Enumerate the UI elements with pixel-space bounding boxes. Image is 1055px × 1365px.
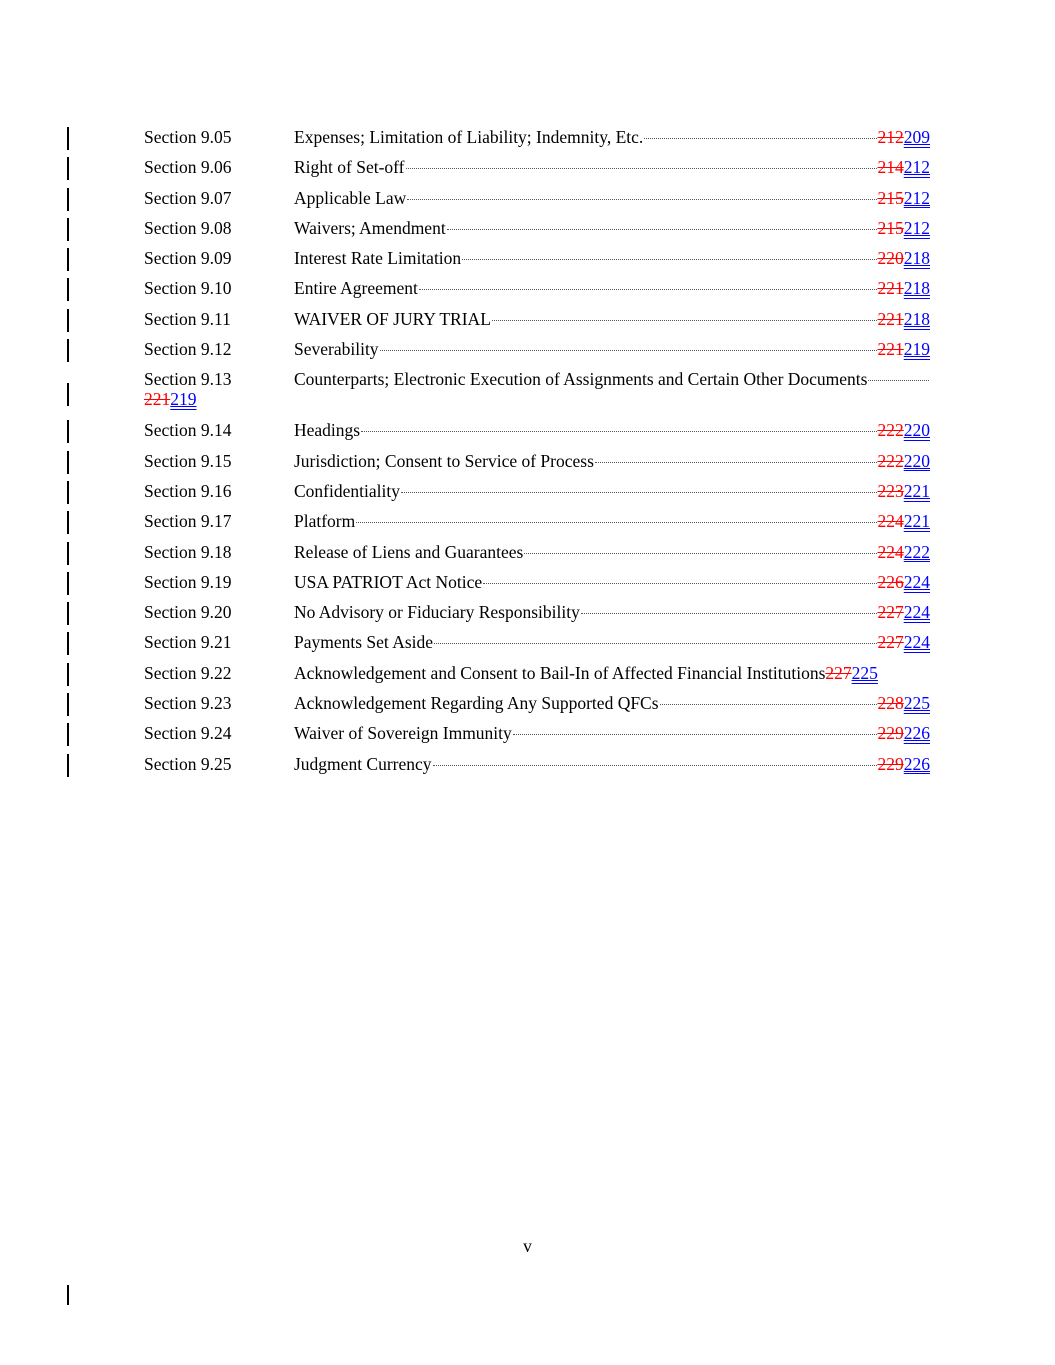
change-bar (67, 451, 69, 474)
deleted-page-number: 214 (877, 157, 904, 178)
dot-leader (401, 492, 877, 493)
page-reference[interactable] (878, 539, 931, 565)
section-number: Section 9.09 (144, 248, 232, 269)
deleted-page-number: 224 (877, 511, 904, 532)
change-bar (67, 278, 69, 301)
toc-row (0, 336, 1055, 366)
section-title: Counterparts; Electronic Execution of Assignments and Certain Other Documents (294, 369, 868, 390)
section-title: Jurisdiction; Consent to Service of Process (294, 450, 594, 471)
inserted-page-link[interactable]: 224 (903, 632, 930, 653)
dot-leader (581, 613, 877, 614)
change-bar (67, 572, 69, 595)
inserted-page-link[interactable]: 209 (903, 127, 930, 147)
toc-row (0, 306, 1055, 336)
page-reference[interactable] (878, 508, 931, 534)
section-number: Section 9.24 (144, 723, 232, 744)
change-bar (67, 542, 69, 565)
section-title: WAIVER OF JURY TRIAL (294, 308, 491, 329)
section-number: Section 9.06 (144, 157, 232, 178)
deleted-page-number: 222 (877, 420, 904, 441)
change-bar (67, 632, 69, 655)
toc-entry[interactable] (294, 185, 930, 211)
dot-leader (513, 734, 877, 735)
inserted-page-link[interactable]: 219 (170, 389, 197, 410)
toc-entry[interactable] (294, 660, 930, 686)
toc-entry[interactable] (294, 417, 930, 443)
page-reference[interactable] (144, 386, 197, 412)
deleted-page-number: 220 (877, 248, 904, 269)
toc-entry[interactable] (294, 124, 930, 150)
toc-entry[interactable] (294, 478, 930, 504)
change-bar (67, 420, 69, 443)
section-title: Headings (294, 420, 361, 441)
section-number: Section 9.10 (144, 278, 232, 299)
page-reference[interactable] (878, 599, 931, 625)
page-reference[interactable] (878, 569, 931, 595)
dot-leader (433, 765, 877, 766)
toc-entry[interactable] (294, 215, 930, 241)
toc-row (0, 124, 1055, 154)
deleted-page-number: 221 (877, 308, 904, 329)
toc-row (0, 660, 1055, 690)
dot-leader (380, 350, 877, 351)
deleted-page-number: 229 (877, 753, 904, 774)
section-number: Section 9.17 (144, 511, 232, 532)
section-title: Expenses; Limitation of Liability; Indemnity, Etc. (294, 127, 644, 147)
section-number: Section 9.14 (144, 420, 232, 441)
deleted-page-number: 227 (825, 662, 852, 683)
section-title: Payments Set Aside (294, 632, 434, 653)
deleted-page-number: 221 (144, 389, 171, 410)
change-bar (67, 218, 69, 241)
page-reference[interactable] (878, 629, 931, 655)
page-reference[interactable] (878, 336, 931, 362)
change-bar (67, 157, 69, 180)
toc-row (0, 245, 1055, 275)
section-number: Section 9.19 (144, 571, 232, 592)
toc-entry[interactable] (294, 275, 930, 301)
page-reference[interactable] (878, 215, 931, 241)
page-reference[interactable] (878, 751, 931, 777)
toc-row (0, 629, 1055, 659)
change-bar (67, 383, 69, 406)
section-title: Acknowledgement and Consent to Bail-In of Affected Financial Institutions (294, 662, 826, 683)
deleted-page-number: 215 (877, 187, 904, 208)
deleted-page-number: 226 (877, 571, 904, 592)
section-number: Section 9.08 (144, 217, 232, 238)
change-bar (67, 188, 69, 211)
section-number: Section 9.23 (144, 693, 232, 714)
dot-leader (356, 522, 876, 523)
inserted-page-link[interactable]: 226 (903, 753, 930, 774)
toc-entry[interactable] (294, 306, 930, 332)
table-of-contents (0, 124, 1055, 781)
section-number: Section 9.11 (144, 308, 231, 329)
deleted-page-number: 228 (877, 693, 904, 714)
change-bar (67, 663, 69, 686)
toc-row (0, 417, 1055, 447)
inserted-page-link[interactable]: 221 (903, 511, 930, 532)
section-number: Section 9.25 (144, 753, 232, 774)
dot-leader (447, 229, 877, 230)
section-number: Section 9.22 (144, 662, 232, 683)
change-bar (67, 339, 69, 362)
dot-leader (361, 431, 876, 432)
section-title: Judgment Currency (294, 753, 432, 774)
toc-row (0, 690, 1055, 720)
toc-entry[interactable] (294, 720, 930, 746)
deleted-page-number: 227 (877, 632, 904, 653)
change-bar (67, 693, 69, 716)
deleted-page-number: 223 (877, 480, 904, 501)
inserted-page-link[interactable]: 220 (903, 450, 930, 471)
toc-entry[interactable] (294, 751, 930, 777)
page-reference[interactable] (878, 448, 931, 474)
inserted-page-link[interactable]: 225 (903, 693, 930, 714)
section-number: Section 9.20 (144, 602, 232, 623)
section-title: Waivers; Amendment (294, 217, 446, 238)
section-title: Waiver of Sovereign Immunity (294, 723, 512, 744)
section-number: Section 9.15 (144, 450, 232, 471)
toc-row (0, 215, 1055, 245)
toc-row (0, 185, 1055, 215)
page-reference[interactable] (878, 124, 931, 150)
section-title: Acknowledgement Regarding Any Supported QFCs (294, 693, 659, 714)
deleted-page-number: 227 (877, 602, 904, 623)
toc-row (0, 569, 1055, 599)
dot-leader (419, 289, 877, 290)
page-number: v (523, 1236, 532, 1256)
toc-entry[interactable] (294, 448, 930, 474)
change-bar (67, 481, 69, 504)
inserted-page-link[interactable]: 212 (903, 157, 930, 178)
section-number: Section 9.07 (144, 187, 232, 208)
inserted-page-link[interactable]: 218 (903, 308, 930, 329)
page-reference[interactable] (878, 275, 931, 301)
page-reference[interactable] (878, 154, 931, 180)
section-title: Confidentiality (294, 480, 400, 501)
section-title: USA PATRIOT Act Notice (294, 571, 483, 592)
page-reference[interactable] (878, 306, 931, 332)
section-title: Applicable Law (294, 187, 407, 208)
section-title: Platform (294, 511, 356, 532)
toc-entry[interactable] (294, 569, 930, 595)
toc-entry[interactable] (294, 690, 930, 716)
change-bar (67, 309, 69, 332)
toc-row (0, 154, 1055, 184)
toc-entry[interactable] (294, 154, 930, 180)
inserted-page-link[interactable]: 218 (903, 278, 930, 299)
change-bar (67, 248, 69, 271)
change-bar (67, 511, 69, 534)
dot-leader (434, 643, 876, 644)
page-reference[interactable] (878, 185, 931, 211)
change-bar (67, 127, 69, 150)
toc-entry[interactable] (294, 245, 930, 271)
change-bar (67, 1285, 69, 1305)
toc-row (0, 366, 1055, 417)
toc-row (0, 275, 1055, 305)
toc-row (0, 720, 1055, 750)
page-reference[interactable] (825, 660, 878, 686)
change-bar (67, 723, 69, 746)
inserted-page-link[interactable]: 212 (903, 187, 930, 208)
toc-entry[interactable] (294, 629, 930, 655)
dot-leader (462, 259, 876, 260)
inserted-page-link[interactable]: 221 (903, 480, 930, 501)
inserted-page-link[interactable]: 219 (903, 339, 930, 360)
deleted-page-number: 215 (877, 217, 904, 238)
change-bar (67, 754, 69, 777)
deleted-page-number: 224 (877, 541, 904, 562)
dot-leader (483, 583, 876, 584)
toc-entry[interactable] (294, 599, 930, 625)
section-number: Section 9.16 (144, 480, 232, 501)
section-title: Entire Agreement (294, 278, 418, 299)
inserted-page-link[interactable]: 212 (903, 217, 930, 238)
deleted-page-number: 212 (877, 127, 904, 147)
page-reference[interactable] (878, 690, 931, 716)
inserted-page-link[interactable]: 226 (903, 723, 930, 744)
section-number: Section 9.18 (144, 541, 232, 562)
toc-row (0, 751, 1055, 781)
inserted-page-link[interactable]: 224 (903, 602, 930, 623)
toc-entry[interactable] (294, 336, 930, 362)
page-reference[interactable] (878, 417, 931, 443)
section-number: Section 9.13 (144, 369, 232, 390)
dot-leader (406, 168, 877, 169)
change-bar (67, 602, 69, 625)
dot-leader (644, 138, 876, 139)
section-title: Right of Set-off (294, 157, 405, 178)
toc-row (0, 599, 1055, 629)
deleted-page-number: 221 (877, 339, 904, 360)
inserted-page-link[interactable]: 218 (903, 248, 930, 269)
dot-leader (595, 462, 877, 463)
deleted-page-number: 229 (877, 723, 904, 744)
section-number: Section 9.21 (144, 632, 232, 653)
page-reference[interactable] (878, 245, 931, 271)
toc-entry[interactable] (294, 508, 930, 534)
section-title: Severability (294, 339, 379, 360)
toc-row (0, 448, 1055, 478)
section-title: Release of Liens and Guarantees (294, 541, 524, 562)
deleted-page-number: 221 (877, 278, 904, 299)
section-number: Section 9.05 (144, 127, 232, 147)
inserted-page-link[interactable]: 220 (903, 420, 930, 441)
dot-leader (524, 553, 876, 554)
section-title: Interest Rate Limitation (294, 248, 462, 269)
dot-leader (407, 199, 876, 200)
inserted-page-link[interactable]: 222 (903, 541, 930, 562)
toc-row (0, 539, 1055, 569)
toc-row (0, 478, 1055, 508)
inserted-page-link[interactable]: 225 (851, 662, 878, 683)
dot-leader (492, 320, 877, 321)
dot-leader (868, 380, 929, 381)
deleted-page-number: 222 (877, 450, 904, 471)
toc-row (0, 508, 1055, 538)
toc-entry[interactable] (294, 539, 930, 565)
section-title: No Advisory or Fiduciary Responsibility (294, 602, 580, 623)
page-reference[interactable] (878, 720, 931, 746)
inserted-page-link[interactable]: 224 (903, 571, 930, 592)
dot-leader (660, 704, 877, 705)
section-number: Section 9.12 (144, 339, 232, 360)
toc-entry[interactable] (294, 366, 930, 392)
page-reference[interactable] (878, 478, 931, 504)
